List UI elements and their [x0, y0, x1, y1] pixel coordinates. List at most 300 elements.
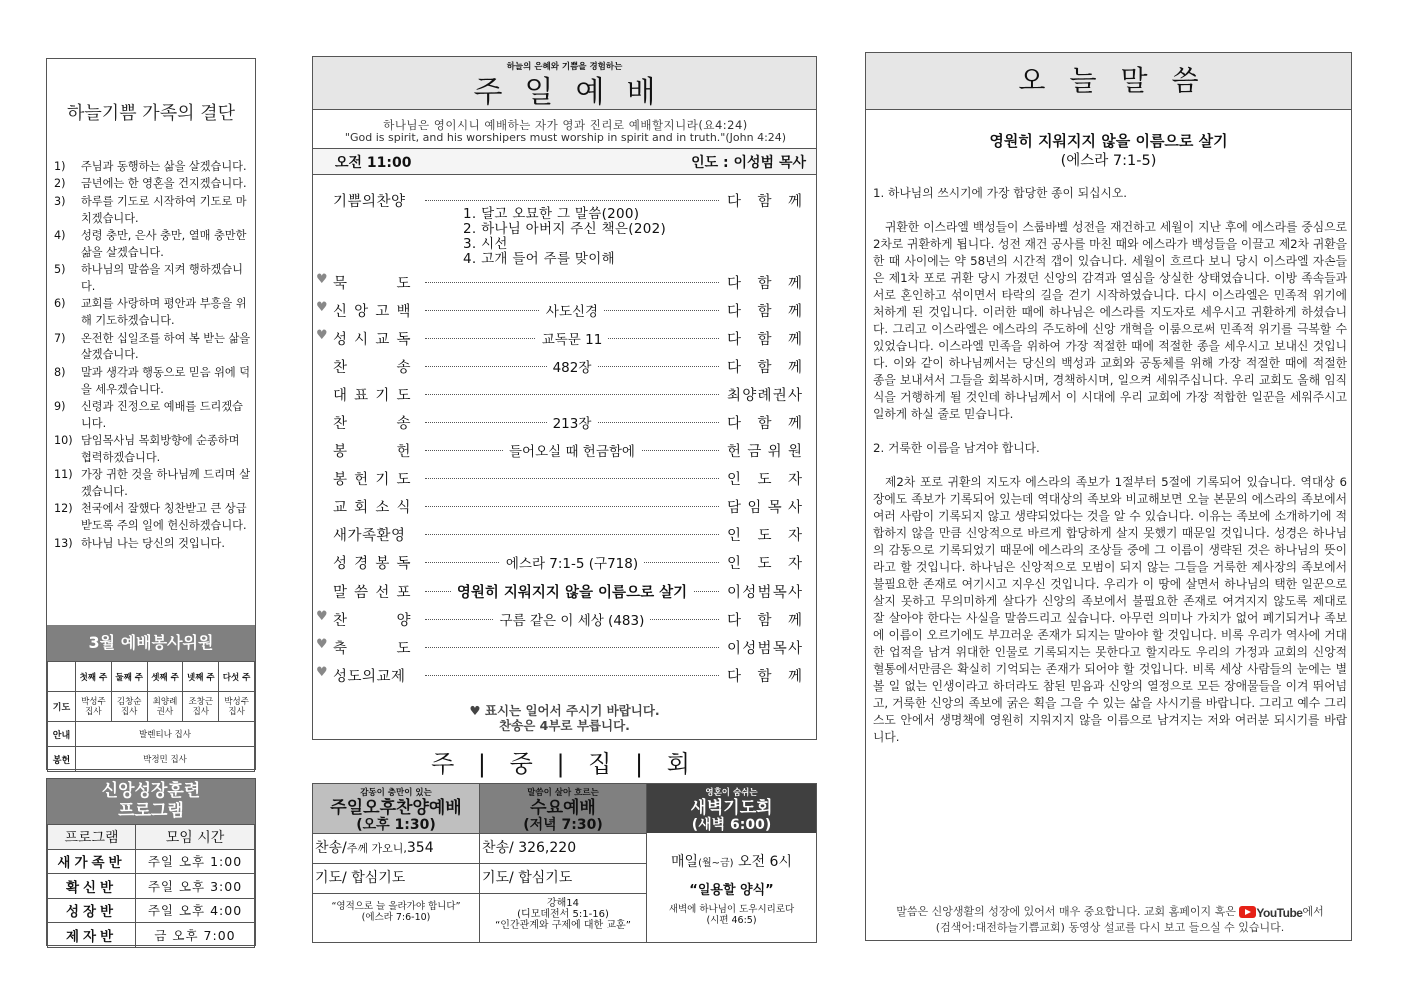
- dawn-verse-ref: (시편 46:5): [706, 915, 757, 926]
- role-label: 안내: [48, 722, 76, 747]
- order-leader-char: 다: [727, 360, 742, 376]
- order-leader: [727, 190, 802, 211]
- order-leader-char: 함: [757, 332, 772, 348]
- order-row: [313, 635, 816, 661]
- meeting-prayer: 기도/ 합심기도: [480, 863, 646, 893]
- lecture-book: (디모데전서 5:1-16): [517, 909, 609, 920]
- order-item-char: 독: [396, 332, 411, 348]
- meeting-name: 주일오후찬양예배: [330, 798, 462, 818]
- resolution-number: 9): [54, 399, 66, 413]
- servant-name: 박성주 집사: [219, 692, 255, 722]
- order-detail: [425, 581, 719, 602]
- praise-song: 1. 달고 오묘한 그 말씀(200): [463, 206, 640, 222]
- order-detail-text: 482장: [547, 360, 598, 376]
- resolution-item: [51, 194, 253, 228]
- order-item-char: 도: [396, 641, 411, 657]
- resolution-number: 7): [54, 331, 66, 345]
- order-row: [313, 298, 816, 324]
- order-item-char: 봉: [375, 556, 390, 572]
- program-time: 주일 오후 4:00: [136, 898, 255, 923]
- order-row: [313, 579, 816, 605]
- sermon-reference: (에스라 7:1-5): [1060, 153, 1157, 169]
- order-leader-char: 께: [787, 669, 802, 685]
- order-leader-char: 께: [787, 194, 802, 210]
- program-name: 성장반: [48, 898, 136, 923]
- order-leader-char: 다: [727, 304, 742, 320]
- resolution-text: 주님과 동행하는 삶을 살겠습니다.: [81, 160, 247, 173]
- order-item: [333, 468, 411, 489]
- order-leader: [727, 300, 802, 321]
- praise-song: 3. 시선: [463, 236, 508, 252]
- order-item: [333, 412, 411, 433]
- order-item-char: 선: [375, 585, 390, 601]
- dawn-days: 매일: [671, 854, 699, 870]
- training-title-line: 신앙성장훈련: [101, 781, 201, 801]
- training-title: [47, 779, 255, 824]
- order-leader-char: 목: [772, 585, 787, 601]
- servant-name: 조창근 집사: [183, 692, 219, 722]
- resolution-number: 4): [54, 228, 66, 242]
- program-time: 주일 오후 1:00: [136, 849, 255, 874]
- meeting-header: [313, 784, 479, 833]
- order-detail-text: 사도신경: [540, 304, 604, 320]
- order-row: [313, 494, 816, 520]
- order-item-char: 축: [333, 641, 348, 657]
- servant-name: 발렌티나 집사: [76, 722, 255, 747]
- order-item-char: 기: [375, 472, 390, 488]
- order-item: [333, 581, 411, 602]
- worship-subtitle: 하늘의 은혜와 기쁨을 경험하는: [506, 62, 623, 72]
- sermon-point: 1. 하나님의 쓰시기에 가장 합당한 종이 되십시오.: [873, 186, 1128, 200]
- leader-dots: [425, 282, 719, 283]
- meeting-time: (새벽 6:00): [691, 817, 772, 833]
- resolution-item: [51, 159, 253, 176]
- order-row: [313, 466, 816, 492]
- footer-note: [873, 905, 1347, 935]
- order-leader-char: 원: [787, 444, 802, 460]
- program-name: 새가족반: [48, 849, 136, 874]
- heart-icon: ♥: [316, 609, 328, 624]
- resolution-panel: [46, 58, 256, 770]
- sermon-quote: “영적으로 늘 올라가야 합니다”: [331, 901, 461, 912]
- order-item-char: 성: [333, 556, 348, 572]
- order-item: [333, 272, 411, 293]
- heart-icon: ♥: [316, 300, 328, 315]
- order-item-char: 송: [396, 416, 411, 432]
- order-row: [313, 663, 816, 689]
- resolution-text: 하루를 기도로 시작하여 기도로 마치겠습니다.: [81, 194, 247, 225]
- table-row: [48, 849, 255, 874]
- todays-word-panel: [865, 52, 1352, 941]
- order-detail-text: 에스라 7:1-5 (구718): [500, 556, 644, 572]
- resolution-item: [51, 501, 253, 535]
- resolution-title: 하늘기쁨 가족의 결단: [67, 103, 235, 124]
- order-item-char: 도: [396, 388, 411, 404]
- meeting-hymn: 찬송/ 326,220: [480, 833, 646, 863]
- order-leader-char: 인: [727, 556, 742, 572]
- leader-dots: [425, 478, 719, 479]
- resolution-text: 성령 충만, 은사 충만, 열매 충만한 삶을 살겠습니다.: [81, 228, 247, 259]
- sermon-paragraph: 제2차 포로 귀환의 지도자 에스라의 족보가 1절부터 5절에 기록되어 있습니다. 역대상 6장에도 족보가 기록되어 있는데 역대상의 족보와 비교해보면 오늘 본문의 에스라의 족보에서 여러 사람이 기록되지 않고 생략되었다는 것을 알 수 있습니다. 이유는 족보에 소개하기에 적합하지 않을 만큼 신앙적으로 바르게 합당하게 살지 못했기 때문일 것입니다. 성경은 하나님의 감동으로 기록되었기 때문에 에스라의 조상들 중에 그 이름이 생략된 것은 하나님의 뜻이라고 할 것입니다. 하나님은 신앙적으로 모범이 되지 않는 그들을 거룩한 제사장의 족보에서 불필요한 존재로 여기시고 지우신 것입니다. 우리가 이 땅에 살면서 하나님의 택한 일꾼으로 살지 못하고 무의미하게 살다가 신앙의 족보에서 불필요한 존재로 여겨지지 않도록 제대로 잘 살아야 한다는 사실을 말씀드리고 싶습니다. 아무런 의미나 가치가 없어 폐기되거나 족보에 이름이 오르기에도 부끄러운 존재가 되지는 말아야 할 것입니다. 비록 우리가 역사에 거대한 업적을 남겨 위대한 인물로 기록되지는 못한다고 할지라도 우리의 가정과 교회의 신앙적 혈통에서만큼은 확실히 기억되는 존재가 되어야 할 것입니다. 비록 세상 사람들의 눈에는 별 볼 일 없는 인생이라고 하더라도 참된 믿음과 신앙의 열정으로 모든 장애물들을 이겨 뛰어넘고, 거룩한 신앙의 족보에 굵은 획을 그을 수 있는 삶을 사시기를 바랍니다. 그리고 예수 그리스도 안에서 생명책에 영원히 지워지지 않을 이름으로 남겨지는 저와 여러분 되시기를 바랍니다.: [873, 475, 1347, 744]
- meeting-subtitle: 감동이 충만이 있는: [360, 788, 432, 798]
- order-row: [313, 522, 816, 548]
- meeting-name: 새벽기도회: [690, 798, 773, 818]
- order-item-char: 묵: [333, 276, 348, 292]
- order-leader-char: 자: [787, 472, 802, 488]
- order-item-char: 찬: [333, 613, 348, 629]
- order-item: [333, 328, 411, 349]
- order-detail: [425, 440, 719, 460]
- order-leader: [727, 356, 802, 377]
- order-detail: [425, 356, 719, 376]
- resolution-item: [51, 331, 253, 365]
- resolution-text: 가장 귀한 것을 하나님께 드리며 살겠습니다.: [81, 468, 251, 499]
- order-item-char: 소: [375, 500, 390, 516]
- resolution-list: [51, 159, 253, 553]
- order-leader-char: 도: [757, 472, 772, 488]
- order-leader-char: 이: [727, 585, 742, 601]
- sermon-body: [873, 185, 1347, 763]
- order-leader-char: 함: [757, 416, 772, 432]
- resolution-item: [51, 228, 253, 262]
- order-item-char: 회: [354, 500, 369, 516]
- order-item: [333, 384, 411, 405]
- stand-note-line: ♥ 표시는 일어서 주시기 바랍니다.: [469, 703, 660, 718]
- order-item: 기쁨의찬양: [333, 194, 406, 210]
- worship-header: [313, 57, 816, 110]
- weekday-meetings-title: 주 | 중 | 집 | 회: [431, 750, 698, 778]
- order-leader-char: 다: [727, 613, 742, 629]
- order-leader: [727, 384, 802, 405]
- praise-song: 4. 고개 들어 주를 맞이해: [463, 251, 615, 267]
- worship-title: 주일예배: [473, 75, 678, 110]
- resolution-number: 1): [54, 160, 66, 173]
- order-detail-text: 213장: [547, 416, 598, 432]
- resolution-text: 신령과 진정으로 예배를 드리겠습니다.: [81, 399, 243, 430]
- order-item: [333, 637, 411, 658]
- training-panel: [46, 778, 256, 946]
- order-leader-char: 도: [757, 528, 772, 544]
- order-item-char: 찬: [333, 416, 348, 432]
- servants-corner: [48, 662, 76, 692]
- order-detail: [425, 609, 719, 629]
- order-item-char: 독: [396, 556, 411, 572]
- order-leader-char: 임: [747, 500, 762, 516]
- order-leader-char: 범: [757, 585, 772, 601]
- meeting-subtitle: 말씀이 살아 흐르는: [527, 788, 599, 798]
- order-leader-char: 자: [787, 556, 802, 572]
- order-leader-char: 께: [787, 276, 802, 292]
- heart-icon: ♥: [316, 328, 328, 343]
- order-detail-text: 구름 같은 이 세상 (483): [494, 613, 651, 629]
- meeting-name: 수요예배: [530, 798, 596, 818]
- resolution-item: [51, 296, 253, 330]
- praise-song: 2. 하나님 아버지 주신 책은(202): [463, 221, 667, 237]
- order-item-char: 헌: [354, 472, 369, 488]
- verse-english: "God is spirit, and his worshipers must worship in spirit and in truth."(John 4:24): [344, 131, 787, 144]
- resolution-text: 천국에서 잘했다 칭찬받고 큰 상급 받도록 주의 일에 헌신하겠습니다.: [81, 502, 247, 533]
- leader-dots: [425, 394, 719, 395]
- resolution-number: 12): [54, 502, 73, 516]
- meeting-time: (저녁 7:30): [523, 817, 603, 833]
- order-leader-char: 례: [757, 388, 772, 404]
- order-item: [333, 552, 411, 573]
- servants-title: 3월 예배봉사위원: [47, 625, 255, 661]
- meeting-hymn: [313, 833, 479, 863]
- order-leader-char: 사: [787, 585, 802, 601]
- order-leader: [727, 468, 802, 489]
- dawn-verse: [647, 904, 816, 926]
- order-leader-char: 인: [727, 472, 742, 488]
- week-header: 다섯 주: [219, 662, 255, 692]
- resolution-text: 교회를 사랑하며 평안과 부흥을 위해 기도하겠습니다.: [81, 297, 247, 328]
- resolution-number: 13): [54, 536, 73, 550]
- order-leader-char: 인: [727, 528, 742, 544]
- resolution-item: [51, 399, 253, 433]
- resolution-number: 2): [54, 177, 66, 191]
- heart-icon: ♥: [316, 665, 328, 680]
- week-header: 둘째 주: [111, 662, 147, 692]
- order-detail: [425, 552, 719, 572]
- resolution-number: 8): [54, 365, 66, 379]
- order-leader-char: 다: [727, 416, 742, 432]
- servant-name: 김창순 집사: [111, 692, 147, 722]
- resolution-text: 담임목사님 목회방향에 순종하며 협력하겠습니다.: [81, 434, 240, 464]
- meeting-time: (오후 1:30): [356, 817, 436, 833]
- order-leader-char: 함: [757, 276, 772, 292]
- resolution-number: 6): [54, 297, 66, 311]
- sermon-ref: (에스라 7:6-10): [361, 912, 431, 923]
- order-leader-char: 목: [772, 641, 787, 657]
- order-row: [313, 607, 816, 633]
- order-leader-char: 께: [787, 304, 802, 320]
- order-leader-char: 다: [727, 194, 742, 210]
- order-item-char: 찬: [333, 360, 348, 376]
- order-detail-text: 교독문 11: [536, 332, 609, 348]
- order-leader-char: 이: [727, 641, 742, 657]
- resolution-number: 5): [54, 263, 66, 277]
- leader-dots: [425, 200, 719, 201]
- order-leader-char: 자: [787, 528, 802, 544]
- servant-name: 최양례 권사: [147, 692, 183, 722]
- order-leader-char: 사: [787, 641, 802, 657]
- order-leader-char: 께: [787, 416, 802, 432]
- order-row: [313, 270, 816, 296]
- training-header: 모임 시간: [136, 825, 255, 850]
- sermon-paragraph: 귀환한 이스라엘 백성들이 스룹바벨 성전을 재건하고 세월이 지난 후에 에스라를 중심으로 2차로 귀환하게 됩니다. 성전 재건 공사를 마친 때와 에스라가 백성들을 이끌고 제2차 귀환을 한 때 사이에는 약 58년의 시간적 갭이 있습니다. 세월이 흐르다 보니 당시 이스라엘 자손들은 제1차 포로 귀환 당시 가졌던 신앙의 감격과 열심을 상실한 상태였습니다. 이방 족속들과 서로 혼인하고 섞이면서 타락의 길을 걷기 시작하였습니다. 다시 이스라엘은 민족적 위기에 처하게 된 것입니다. 이러한 때에 하나님은 에스라를 지도자로 세우시고 귀환하게 하셨습니다. 그리고 이스라엘은 에스라의 주도하에 신앙 개혁을 이룸으로써 민족적 위기를 극복할 수 있었습니다. 이스라엘 민족을 위하여 가장 적절한 때에 적절한 종을 세우시고 보내신 것입니다. 이와 같이 하나님께서는 당신의 백성과 교회와 공동체를 위해 가장 적절한 때에 적절한 종을 보내셔서 그들을 회복하시며, 경책하시며, 일으켜 세워주십니다. 우리 교회도 올해 임직식을 거행하게 될 것인데 하나님께서 이 시대에 우리 교회에 가장 적합한 일꾼을 세워주시고 일하게 하실 줄로 믿습니다.: [873, 220, 1348, 421]
- week-header: 셋째 주: [147, 662, 183, 692]
- stand-note-line: 찬송은 4부로 부릅니다.: [499, 718, 630, 733]
- order-item-char: 교: [375, 332, 390, 348]
- service-time: 오전 11:00: [335, 155, 412, 171]
- order-item-char: 성: [333, 332, 348, 348]
- resolution-item: [51, 176, 253, 193]
- order-leader: [727, 272, 802, 293]
- training-header: 프로그램: [48, 825, 136, 850]
- order-detail: [425, 300, 719, 320]
- dawn-schedule: [647, 851, 816, 871]
- servant-name: 박성주 집사: [76, 692, 112, 722]
- order-item: [333, 496, 411, 517]
- meeting-sermon: [313, 893, 479, 941]
- youtube-play-icon: [1239, 906, 1256, 918]
- youtube-wordmark: YouTube: [1256, 906, 1303, 920]
- order-leader: [727, 552, 802, 573]
- dawn-verse-text: 새벽에 하나님이 도우시리로다: [668, 904, 795, 915]
- order-leader: [727, 665, 802, 686]
- order-item-char: 대: [333, 388, 348, 404]
- order-item-char: 송: [396, 360, 411, 376]
- training-table: [47, 824, 255, 948]
- hymn-number: 354: [406, 840, 434, 856]
- table-row: [48, 923, 255, 948]
- wednesday-column: [480, 784, 647, 942]
- order-leader-char: 께: [787, 613, 802, 629]
- service-time-bar: [313, 148, 816, 175]
- resolution-item: [51, 365, 253, 399]
- footer-text: (검색어:대전하늘기쁨교회) 동영상 설교를 다시 보고 들으실 수 있습니다.: [935, 921, 1285, 934]
- program-name: 확신반: [48, 874, 136, 899]
- program-time: 주일 오후 3:00: [136, 874, 255, 899]
- order-item: [333, 609, 411, 630]
- order-item-char: 봉: [333, 472, 348, 488]
- table-row: [48, 898, 255, 923]
- order-leader-char: 함: [757, 360, 772, 376]
- servants-table: [47, 661, 255, 772]
- service-leader: 인도 : 이성범 목사: [691, 155, 806, 171]
- order-item-char: 말: [333, 585, 348, 601]
- resolution-text: 온전한 십일조를 하여 복 받는 삶을 살겠습니다.: [81, 331, 251, 362]
- order-leader-char: 권: [772, 388, 787, 404]
- order-detail: [425, 412, 719, 432]
- order-leader-char: 목: [767, 500, 782, 516]
- role-label: 기도: [48, 692, 76, 722]
- order-leader: [727, 328, 802, 349]
- sermon-title: 영원히 지워지지 않을 이름으로 살기: [989, 132, 1228, 150]
- order-detail: [425, 328, 719, 348]
- order-leader-char: 담: [727, 500, 742, 516]
- resolution-text: 하나님의 말씀을 지켜 행하겠습니다.: [81, 263, 243, 293]
- leader-dots: [425, 534, 719, 535]
- order-item-char: 표: [354, 388, 369, 404]
- order-item-char: 도: [396, 276, 411, 292]
- order-item-char: 도: [396, 472, 411, 488]
- order-leader-char: 도: [757, 556, 772, 572]
- program-name: 제자반: [48, 923, 136, 948]
- order-leader: [727, 440, 802, 461]
- meeting-sermon: [480, 893, 646, 941]
- order-item: 새가족환영: [333, 528, 406, 544]
- hymn-title: 주께 가오니,: [346, 842, 407, 855]
- worship-order-panel: [312, 56, 817, 740]
- order-leader-char: 금: [747, 444, 762, 460]
- order-item: [333, 356, 411, 377]
- order-item-char: 봉: [333, 444, 348, 460]
- order-leader: [727, 524, 802, 545]
- lecture-topic: “인간관계와 구제에 대한 교훈”: [495, 920, 631, 931]
- order-row: [313, 438, 816, 464]
- todays-word-header: 오늘말씀: [866, 53, 1351, 110]
- meeting-header: [647, 784, 816, 833]
- order-leader: [727, 609, 802, 630]
- resolution-text: 하나님 나는 당신의 것입니다.: [81, 536, 225, 550]
- meeting-subtitle: 영혼이 숨쉬는: [705, 788, 758, 798]
- order-leader-char: 함: [757, 669, 772, 685]
- lecture-number: 강해14: [546, 898, 580, 909]
- table-row: [48, 874, 255, 899]
- order-leader-char: 다: [727, 332, 742, 348]
- order-row: [313, 410, 816, 436]
- order-leader-char: 양: [742, 388, 757, 404]
- order-row: [313, 550, 816, 576]
- footer-text: 에서: [1302, 905, 1324, 918]
- order-leader: [727, 581, 802, 602]
- order-item-char: 포: [396, 585, 411, 601]
- dawn-hour: 오전 6시: [738, 854, 792, 870]
- role-label: 봉헌: [48, 747, 76, 772]
- order-item-char: 경: [354, 556, 369, 572]
- meeting-prayer: 기도/ 합심기도: [313, 863, 479, 893]
- order-detail-text: 들어오실 때 헌금함에: [503, 444, 641, 460]
- order-item-char: 식: [396, 500, 411, 516]
- dawn-prayer-column: [647, 784, 816, 942]
- order-row: [313, 382, 816, 408]
- resolution-item: [51, 467, 253, 501]
- order-leader: [727, 412, 802, 433]
- order-item: 성도의교제: [333, 669, 406, 685]
- leader-dots: [425, 506, 719, 507]
- order-leader-char: 최: [727, 388, 742, 404]
- order-leader-char: 성: [742, 585, 757, 601]
- order-item-char: 양: [396, 613, 411, 629]
- resolution-number: 10): [54, 434, 73, 448]
- order-leader-char: 다: [727, 276, 742, 292]
- training-title-line: 프로그램: [118, 801, 184, 821]
- order-leader: [727, 637, 802, 658]
- verse-korean: 하나님은 영이시니 예배하는 자가 영과 진리로 예배할지니라(요4:24): [383, 118, 748, 132]
- order-item: [333, 440, 411, 461]
- sunday-afternoon-column: [313, 784, 480, 942]
- order-detail-text: 영원히 지워지지 않을 이름으로 살기: [451, 585, 693, 601]
- daily-bread: “일용할 양식”: [689, 883, 774, 898]
- order-item-char: 기: [375, 388, 390, 404]
- order-leader-char: 범: [757, 641, 772, 657]
- order-leader: [727, 496, 802, 517]
- program-time: 금 오후 7:00: [136, 923, 255, 948]
- order-leader-char: 사: [787, 500, 802, 516]
- order-leader-char: 함: [757, 304, 772, 320]
- youtube-logo[interactable]: [1239, 906, 1302, 921]
- resolution-item: [51, 262, 253, 296]
- order-leader-char: 다: [727, 669, 742, 685]
- order-leader-char: 헌: [727, 444, 742, 460]
- heart-icon: ♥: [316, 637, 328, 652]
- order-item-char: 신: [333, 304, 348, 320]
- heart-icon: ♥: [316, 272, 328, 287]
- order-row: [313, 326, 816, 352]
- praise-song-list: [463, 207, 666, 267]
- servant-name: 박정민 집사: [76, 747, 255, 772]
- order-leader-char: 께: [787, 360, 802, 376]
- order-leader-char: 사: [787, 388, 802, 404]
- order-item-char: 교: [333, 500, 348, 516]
- order-row: [313, 354, 816, 380]
- resolution-text: 말과 생각과 행동으로 믿음 위에 덕을 세우겠습니다.: [81, 365, 251, 396]
- weekday-meetings-table: [312, 783, 817, 943]
- order-item-char: 시: [354, 332, 369, 348]
- stand-note: [313, 703, 816, 733]
- week-header: 넷째 주: [183, 662, 219, 692]
